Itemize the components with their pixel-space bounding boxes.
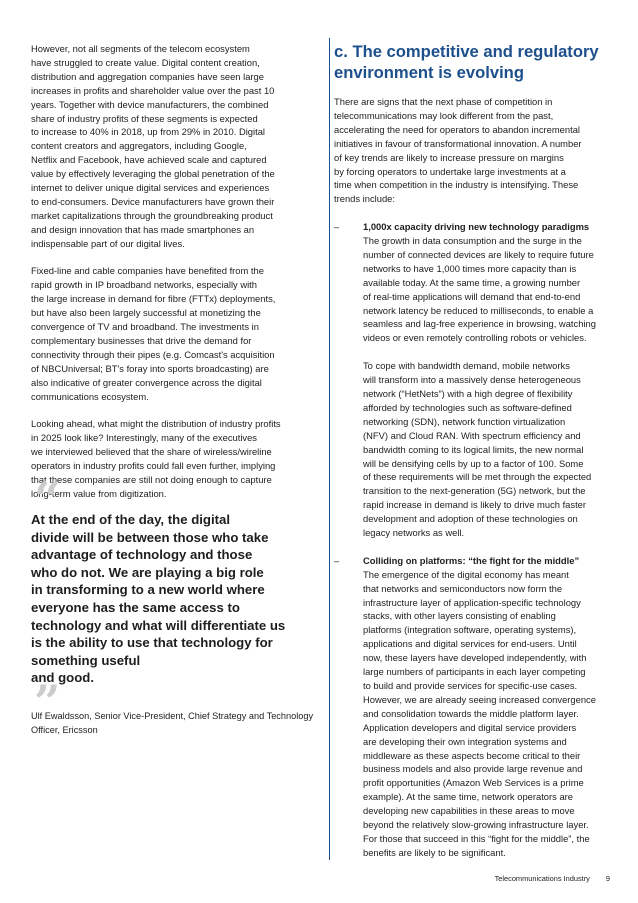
text-line: Looking ahead, what might the distribution of industry profits — [31, 418, 281, 430]
text-line: benefits are likely to be significant. — [363, 846, 506, 858]
text-line: seamless and lag-free experience in browsing, watching — [363, 318, 596, 330]
trend-title: 1,000x capacity driving new technology paradigms — [363, 221, 590, 233]
quote-line: everyone has the same access to — [31, 599, 240, 615]
quote-line: and good. — [31, 670, 94, 686]
quote-line: in transforming to a new world where — [31, 582, 265, 598]
text-line: long-term value from digitization. — [31, 487, 167, 499]
text-line: network (“HetNets”) with a high degree of flexibility — [363, 388, 573, 399]
text-line: number of connected devices are likely to require future — [363, 248, 594, 260]
text-line: accelerating the need for operators to abandon incremental — [334, 123, 580, 135]
text-line: example). At the same time, network operators are — [363, 791, 573, 803]
text-line: of real-time applications will demand that end-to-end — [363, 290, 581, 302]
trend-paragraph — [363, 234, 624, 345]
quote-line: who do not. We are playing a big role — [31, 564, 264, 580]
text-line: rapid growth in IP broadband networks, especially with — [31, 279, 257, 291]
body-paragraph — [31, 417, 323, 500]
text-line: Application developers and digital service providers — [363, 721, 577, 733]
text-line: business models and also provide large revenue and — [363, 763, 583, 775]
trend-paragraph — [363, 359, 624, 540]
text-line: networking (SDN), network function virtualization — [363, 415, 566, 427]
attribution-line: Officer, Ericsson — [31, 724, 98, 735]
text-line: content creators and aggregators, including Google, — [31, 140, 247, 152]
trend-title: Colliding on platforms: “the fight for the middle” — [363, 554, 580, 566]
text-line: rapid increase in demand is likely to drive much faster — [363, 499, 587, 511]
quote-line: divide will be between those who take — [31, 529, 269, 545]
page-footer — [495, 874, 610, 883]
text-line: of these requirements will be met through the expected — [363, 471, 592, 483]
column-divider — [329, 38, 330, 860]
text-line: beyond the relatively slow-growing infrastructure layer. — [363, 819, 589, 831]
text-line: middleware as these aspects become critical to their — [363, 749, 581, 761]
text-line: by forcing operators to undertake large investments at a — [334, 165, 566, 177]
quote-line: is the ability to use that technology for — [31, 635, 273, 651]
text-line: The growth in data consumption and the surge in the — [363, 235, 582, 247]
text-line: internet to deliver unique digital services and experiences — [31, 182, 270, 194]
open-quote-mark: “ — [34, 472, 61, 526]
text-line: complementary businesses that drive the demand for — [31, 335, 252, 347]
footer-label: Telecommunications Industry — [494, 874, 590, 883]
trend-item — [334, 220, 624, 540]
text-line: infrastructure layer of application-specific technology — [363, 596, 581, 608]
text-line: also indicative of greater convergence across the digital — [31, 376, 262, 388]
text-line: distribution and aggregation companies have seen large — [31, 70, 264, 82]
text-line: to build and provide services for specific-use cases. — [363, 680, 578, 692]
bullet-dash: – — [334, 554, 340, 566]
text-line: and consolidation towards the middle platform layer. — [363, 707, 579, 719]
body-paragraph — [31, 42, 323, 251]
text-line: transition to the next-generation (5G) network, but the — [363, 485, 586, 497]
quote-line: technology and what will differentiate us — [31, 617, 286, 633]
text-line: large numbers of participants in each layer competing — [363, 666, 586, 678]
text-line: to increase to 40% in 2018, up from 29% in 2010. Digital — [31, 126, 265, 138]
text-line: value by effectively leveraging the global penetration of the — [31, 168, 275, 180]
quote-line: advantage of technology and those — [31, 547, 253, 563]
text-line: of NBCUniversal; BT's foray into sports broadcasting) are — [31, 362, 269, 374]
text-line: development and adoption of these technologies on — [363, 513, 578, 525]
text-line: now, these layers have developed independently, with — [363, 652, 587, 664]
close-quote-mark: ” — [34, 675, 61, 729]
text-line: time when competition in the industry is intensifying. These — [334, 179, 579, 191]
text-line: that these companies are still not doing enough to capture — [31, 474, 272, 486]
text-line: telecommunications may look different from the past, — [334, 109, 554, 121]
text-line: to end-consumers. Device manufacturers have grown their — [31, 195, 275, 207]
heading-line: c. The competitive and regulatory — [334, 42, 599, 61]
text-line: connectivity through their pipes (e.g. Comcast's acquisition — [31, 348, 275, 360]
left-column — [31, 42, 323, 515]
text-line: communications ecosystem. — [31, 390, 149, 402]
attribution-line: Ulf Ewaldsson, Senior Vice-President, Chief Strategy and Technology — [31, 711, 314, 721]
text-line: of key trends are likely to increase pressure on margins — [334, 151, 564, 163]
text-line: network latency be reduced to milliseconds, to enable a — [363, 304, 594, 316]
text-line: operators in industry profits could fall even further, implying — [31, 460, 276, 472]
text-line: videos or even remotely controlling robots or vehicles. — [363, 332, 587, 344]
quote-line: At the end of the day, the digital — [31, 512, 231, 527]
body-paragraph — [31, 264, 323, 403]
section-heading — [334, 42, 624, 83]
text-line: networks to have 1,000 times more capacity than is — [363, 262, 577, 274]
text-line: share of industry profits of these segments is expected — [31, 112, 258, 124]
text-line: (NFV) and Cloud RAN. With spectrum efficiency and — [363, 429, 581, 441]
text-line: market capitalizations through the groundbreaking product — [31, 209, 273, 221]
text-line: have struggled to create value. Digital content creation, — [31, 56, 260, 68]
text-line: stacks, with other layers consisting of enabling — [363, 610, 556, 622]
text-line: For those that succeed in this “fight for the middle”, the — [363, 832, 590, 844]
text-line: developing new capabilities in these areas to move — [363, 805, 575, 817]
text-line: bandwidth coming to its logical limits, the new normal — [363, 443, 584, 455]
text-line: that networks and semiconductors now form the — [363, 582, 563, 594]
trend-list — [334, 220, 624, 860]
text-line: Netflix and Facebook, have achieved scale and captured — [31, 154, 267, 166]
text-line: legacy networks as well. — [363, 527, 465, 539]
pull-quote — [31, 511, 323, 687]
text-line: initiatives in favour of transformational innovation. A number — [334, 137, 582, 149]
text-line: platforms (integration software, operating systems), — [363, 624, 577, 636]
bullet-dash: – — [334, 221, 340, 233]
text-line: convergence of TV and broadband. The investments in — [31, 321, 259, 333]
text-line: available today. At the same time, a growing number — [363, 276, 581, 288]
quote-line: something useful — [31, 652, 141, 668]
text-line: However, not all segments of the telecom ecosystem — [31, 43, 250, 54]
text-line: and design innovation that has made smartphones an — [31, 223, 255, 235]
text-line: trends include: — [334, 193, 395, 205]
heading-line: environment is evolving — [334, 62, 524, 82]
text-line: will be densifying cells by up to a factor of 100. Some — [363, 457, 584, 469]
text-line: are developing their own integration systems and — [363, 735, 567, 747]
text-line: The emergence of the digital economy has meant — [363, 568, 569, 580]
page-number: 9 — [605, 874, 610, 883]
text-line: the large increase in demand for fibre (FTTx) deployments, — [31, 293, 276, 305]
text-line: Fixed-line and cable companies have benefited from the — [31, 265, 264, 277]
right-column — [334, 42, 624, 874]
text-line: afforded by technologies such as software-defined — [363, 401, 572, 413]
text-line: indispensable part of our digital lives. — [31, 237, 185, 249]
text-line: in 2025 look like? Interestingly, many of the executives — [31, 432, 257, 444]
text-line: we interviewed believed that the share of wireless/wireline — [31, 446, 272, 458]
text-line: applications and digital services for end-users. Until — [363, 638, 577, 650]
trend-paragraph — [363, 568, 624, 860]
text-line: but have also been largely successful at monetizing the — [31, 307, 261, 319]
text-line: To cope with bandwidth demand, mobile networks — [363, 360, 570, 372]
quote-attribution — [31, 710, 331, 737]
text-line: will transform into a massively dense heterogeneous — [363, 374, 581, 386]
intro-paragraph — [334, 95, 624, 206]
trend-item — [334, 554, 624, 860]
text-line: increases in profits and shareholder value over the past 10 — [31, 84, 275, 96]
text-line: There are signs that the next phase of competition in — [334, 96, 553, 107]
text-line: However, we are already seeing increased convergence — [363, 693, 596, 705]
text-line: profit opportunities (Amazon Web Services is a prime — [363, 777, 584, 789]
text-line: years. Together with device manufacturers, the combined — [31, 98, 269, 110]
